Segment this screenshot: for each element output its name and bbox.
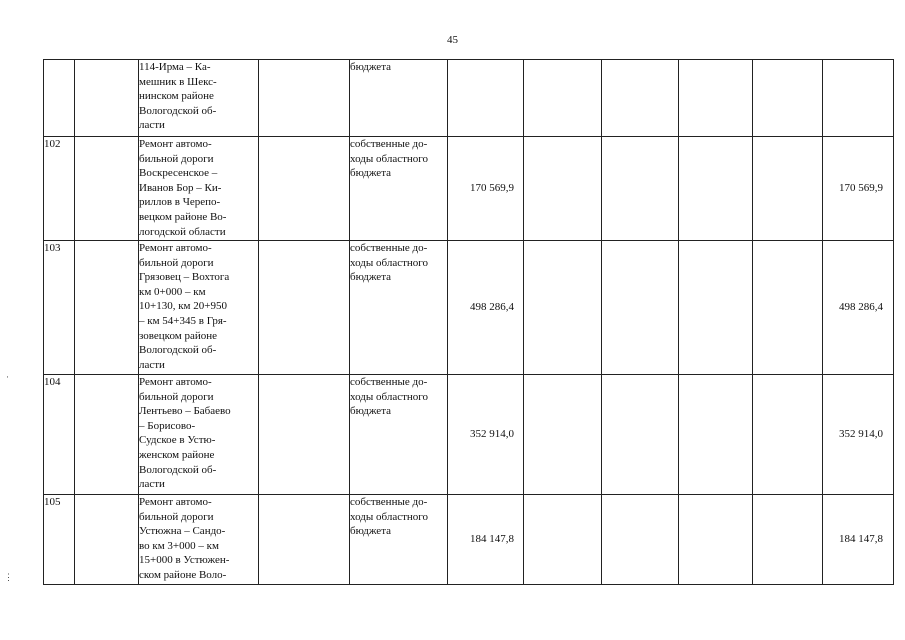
empty-cell (524, 137, 602, 241)
funding-source: собственные до- ходы областного бюджета (350, 137, 448, 241)
empty-cell (602, 241, 679, 375)
row-number: 105 (44, 495, 75, 585)
object-name: 114-Ирма – Ка- мешник в Шекс- нинском районе Вологодской об- ласти (139, 60, 259, 137)
total-cell (823, 60, 894, 137)
empty-cell (753, 137, 823, 241)
empty-cell (602, 137, 679, 241)
total-cell: 352 914,0 (823, 375, 894, 495)
object-name: Ремонт автомо- бильной дороги Устюжна – Сандо- во км 3+000 – км 15+000 в Устюжен- ском районе Воло- (139, 495, 259, 585)
empty-cell (679, 241, 753, 375)
budget-table (43, 59, 894, 585)
empty-cell (524, 60, 602, 137)
object-name: Ремонт автомо- бильной дороги Воскресенское – Иванов Бор – Ки- риллов в Черепо- вецком районе Во- логодской области (139, 137, 259, 241)
total-cell: 498 286,4 (823, 241, 894, 375)
amount-cell: 170 569,9 (448, 137, 524, 241)
empty-cell (259, 495, 350, 585)
empty-cell (753, 60, 823, 137)
empty-cell (602, 375, 679, 495)
table-row (44, 137, 894, 241)
row-number: 102 (44, 137, 75, 241)
table-row (44, 375, 894, 495)
empty-cell (75, 241, 139, 375)
empty-cell (602, 495, 679, 585)
object-name: Ремонт автомо- бильной дороги Грязовец – Вохтога км 0+000 – км 10+130, км 20+950 – км 54+345 в Гря- зовецком районе Вологодской об- ласти (139, 241, 259, 375)
empty-cell (75, 137, 139, 241)
total-cell: 184 147,8 (823, 495, 894, 585)
empty-cell (679, 375, 753, 495)
object-name: Ремонт автомо- бильной дороги Лентьево – Бабаево – Борисово- Судское в Устю- женском районе Вологодской об- ласти (139, 375, 259, 495)
funding-source: бюджета (350, 60, 448, 137)
scan-artifact-mark: · (6, 372, 9, 382)
empty-cell (259, 375, 350, 495)
empty-cell (259, 137, 350, 241)
empty-cell (259, 241, 350, 375)
empty-cell (524, 495, 602, 585)
empty-cell (753, 495, 823, 585)
table-row (44, 241, 894, 375)
empty-cell (259, 60, 350, 137)
empty-cell (679, 495, 753, 585)
funding-source: собственные до- ходы областного бюджета (350, 495, 448, 585)
scan-artifact-mark: ⋮ (4, 572, 13, 582)
funding-source: собственные до- ходы областного бюджета (350, 241, 448, 375)
amount-cell: 498 286,4 (448, 241, 524, 375)
empty-cell (75, 495, 139, 585)
amount-cell (448, 60, 524, 137)
row-number (44, 60, 75, 137)
amount-cell: 352 914,0 (448, 375, 524, 495)
empty-cell (75, 375, 139, 495)
empty-cell (524, 241, 602, 375)
row-number: 104 (44, 375, 75, 495)
row-number: 103 (44, 241, 75, 375)
funding-source: собственные до- ходы областного бюджета (350, 375, 448, 495)
empty-cell (75, 60, 139, 137)
empty-cell (679, 137, 753, 241)
empty-cell (602, 60, 679, 137)
total-cell: 170 569,9 (823, 137, 894, 241)
empty-cell (679, 60, 753, 137)
amount-cell: 184 147,8 (448, 495, 524, 585)
empty-cell (524, 375, 602, 495)
table-row (44, 60, 894, 137)
page-number: 45 (447, 34, 458, 46)
empty-cell (753, 241, 823, 375)
table-row (44, 495, 894, 585)
empty-cell (753, 375, 823, 495)
